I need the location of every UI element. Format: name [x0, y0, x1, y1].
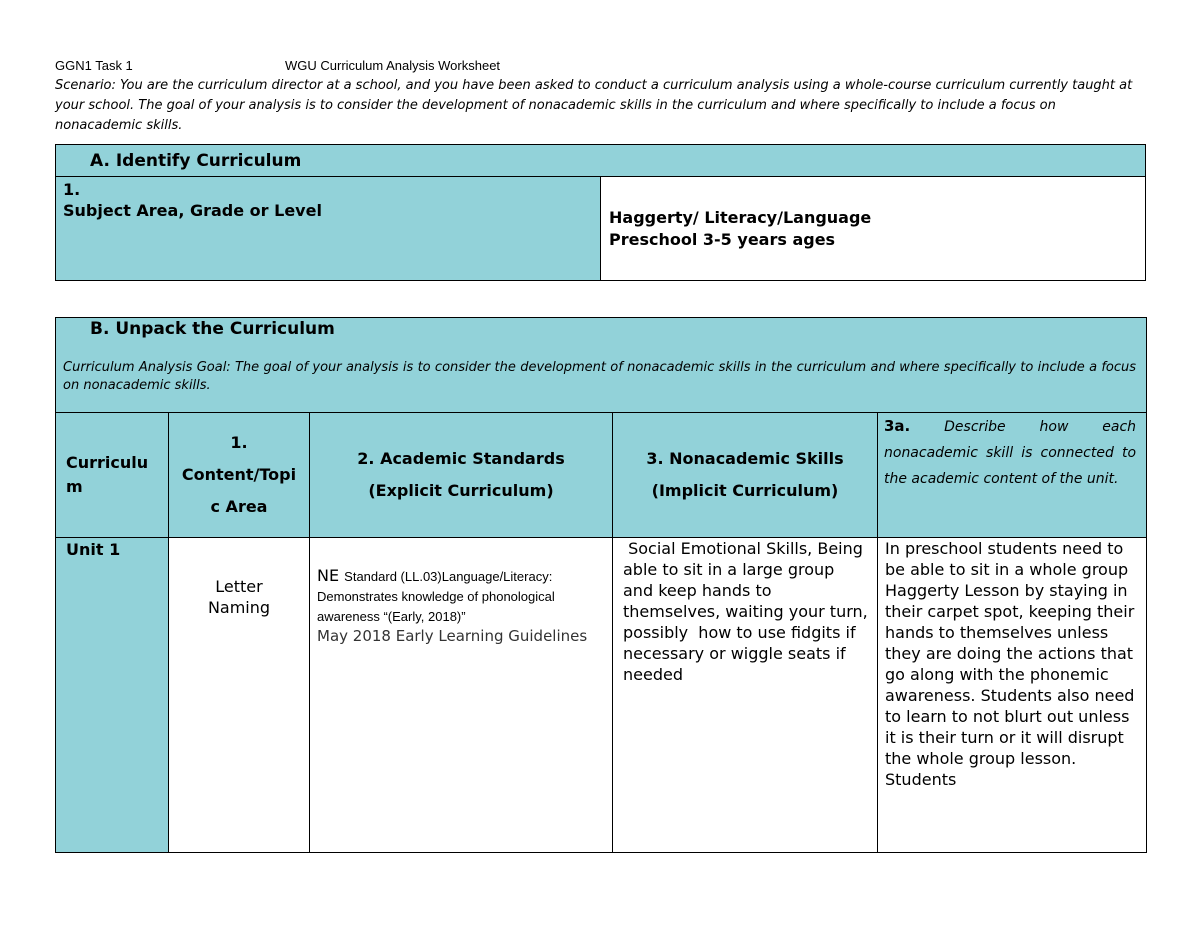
- analysis-goal: Curriculum Analysis Goal: The goal of your analysis is to consider the development of nonacademic skills in the curriculum and where specifically to include a focus on nonacademic skills.: [63, 360, 1137, 393]
- column-header-3a-text: Describe how each nonacademic skill is connected to the academic content of the unit.: [884, 419, 1137, 487]
- standard-text: Standard (LL.03)Language/Literacy: Demonstrates knowledge of phonological awareness “(Early, 2018)”: [317, 569, 555, 624]
- subject-area-number: 1.: [63, 180, 81, 199]
- standard-state-code: NE: [317, 566, 340, 585]
- nonacademic-skills-line-1: 3. Nonacademic Skills: [646, 449, 844, 468]
- subject-area-line-2: Preschool 3-5 years ages: [609, 230, 836, 249]
- column-header-content-number: 1.: [230, 433, 248, 452]
- nonacademic-skills-line-2: (Implicit Curriculum): [651, 481, 839, 500]
- academic-standards-line-2: (Explicit Curriculum): [368, 481, 554, 500]
- column-header-3a-number: 3a.: [884, 417, 911, 435]
- academic-standard-cell[interactable]: [310, 538, 613, 853]
- column-header-academic-standards: [310, 413, 613, 538]
- subject-area-label: [56, 177, 601, 281]
- section-a-title: A. Identify Curriculum: [56, 145, 1146, 177]
- scenario-text: Scenario: You are the curriculum director at a school, and you have been asked to conduct a curriculum analysis using a whole-course curriculum currently taught at your school. The goal of your analysis is to consider the development of nonacademic skills in the curriculum and where specifically to include a focus on nonacademic skills.: [55, 78, 1133, 133]
- section-b-title: B. Unpack the Curriculum: [90, 319, 335, 339]
- nonacademic-skills-cell[interactable]: [613, 538, 878, 853]
- standard-source: May 2018 Early Learning Guidelines: [317, 627, 588, 645]
- unit-label: Unit 1: [56, 538, 169, 853]
- subject-area-value[interactable]: [601, 177, 1146, 281]
- task-label: GGN1 Task 1: [55, 58, 133, 73]
- column-header-nonacademic-skills: [613, 413, 878, 538]
- column-header-curriculum: [56, 413, 169, 538]
- section-b-header: [56, 318, 1147, 413]
- column-header-content-topic: [169, 413, 310, 538]
- skill-connection-cell[interactable]: [878, 538, 1147, 853]
- nonacademic-skills-text: Social Emotional Skills, Being able to sit in a large group and keep hands to themselves, waiting your turn, possibly how to use fidgits if necessary or wiggle seats if needed: [623, 539, 873, 684]
- topic-cell[interactable]: [169, 538, 310, 853]
- subject-area-text: Subject Area, Grade or Level: [63, 201, 322, 220]
- unpack-curriculum-table: [55, 317, 1147, 853]
- column-header-curriculum-text: Curriculum: [66, 453, 149, 496]
- topic-text: Letter Naming: [207, 577, 271, 617]
- worksheet-title: WGU Curriculum Analysis Worksheet: [285, 58, 501, 73]
- subject-area-line-1: Haggerty/ Literacy/Language: [609, 208, 872, 227]
- skill-connection-text: In preschool students need to be able to sit in a whole group Haggerty Lesson by staying in their carpet spot, keeping their hands to themselves unless they are doing the actions that go along with the phonemic awareness. Students also need to learn to not blurt out unless it is their turn or it will disrupt the whole group lesson. Students: [885, 539, 1135, 789]
- column-header-describe-connection: [878, 413, 1147, 538]
- identify-curriculum-table: [55, 144, 1146, 281]
- academic-standards-line-1: 2. Academic Standards: [357, 449, 565, 468]
- column-header-content-text: Content/Topic Area: [181, 465, 297, 516]
